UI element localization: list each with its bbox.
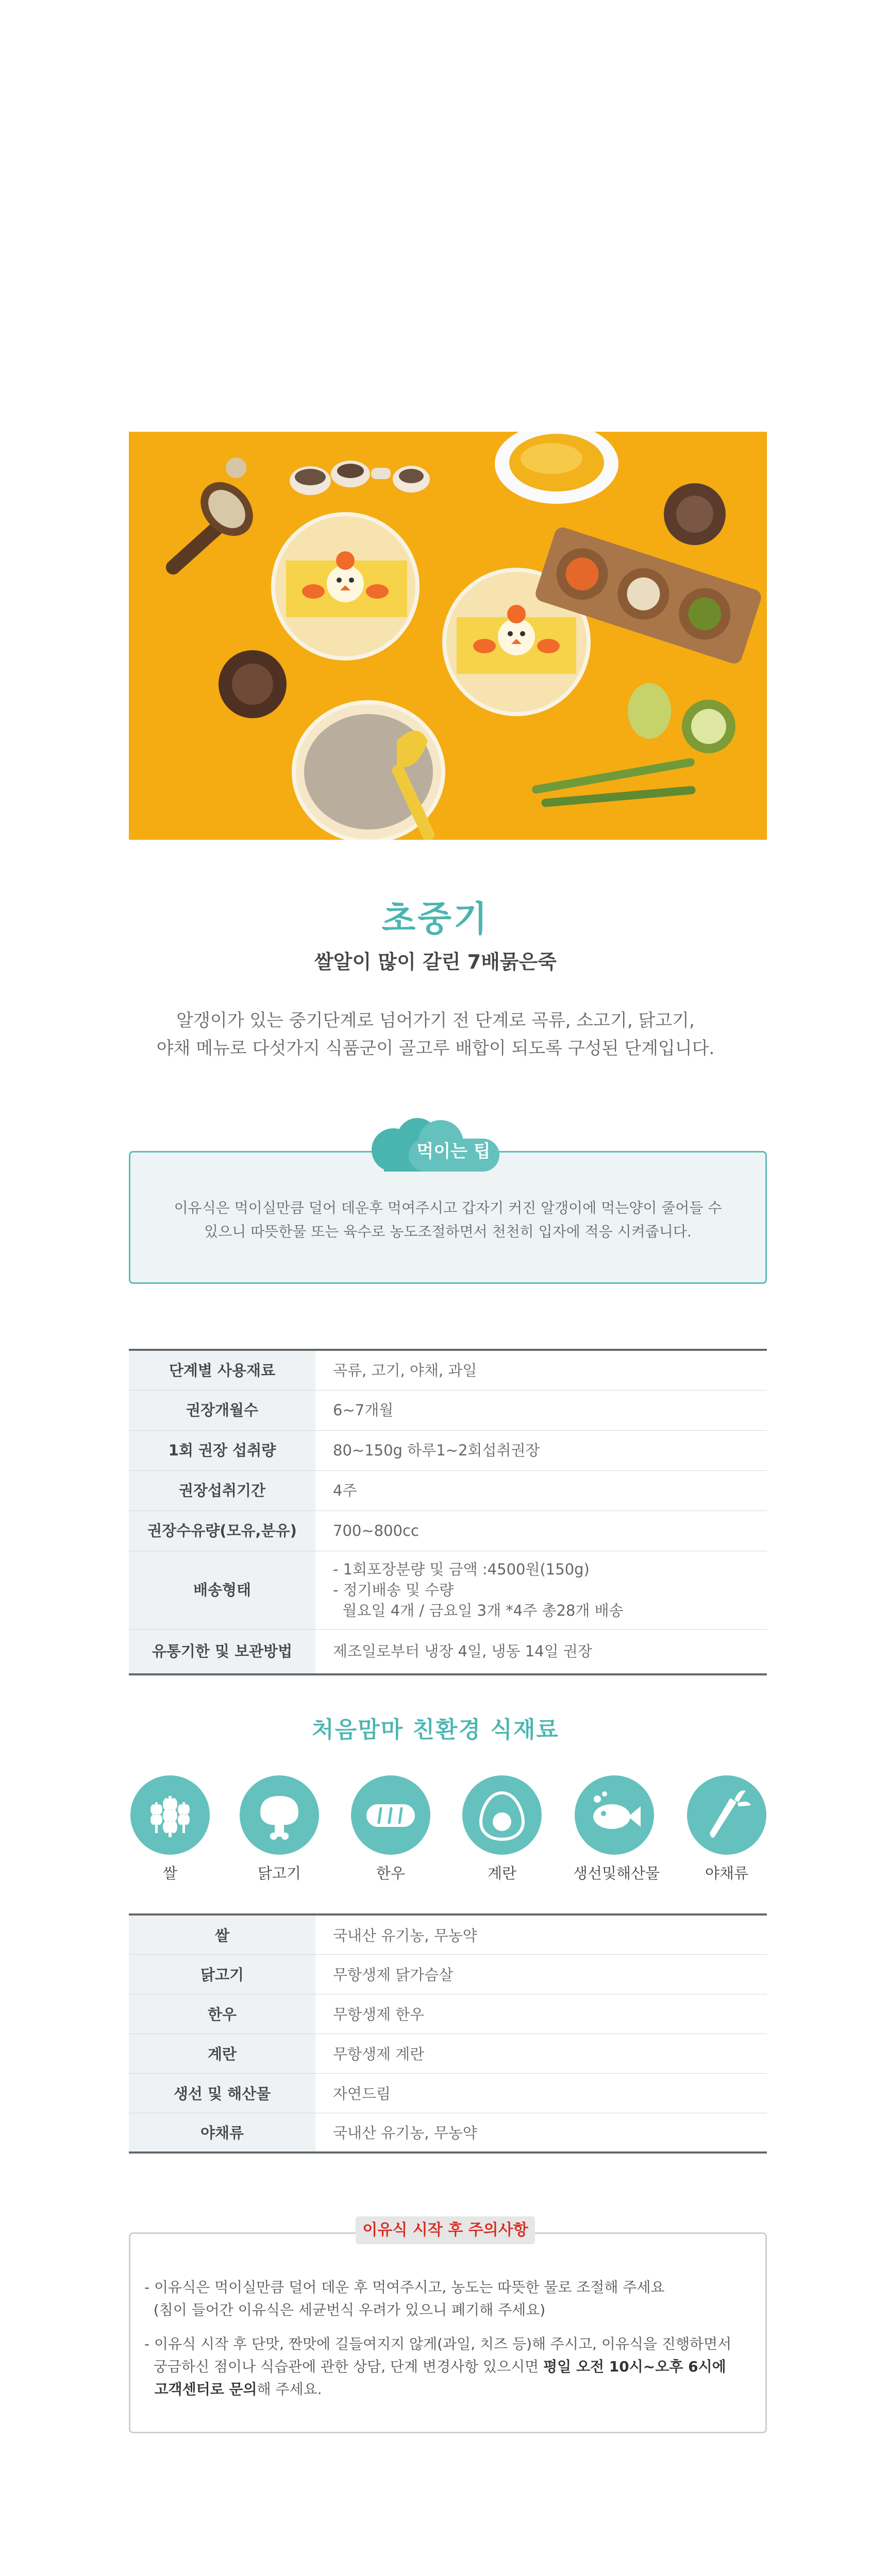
- table-row: [129, 2113, 767, 2153]
- tip-line: 이유식은 먹이실만큼 덜어 데운후 먹여주시고 갑자기 커진 알갱이에 먹는양이 줄어들 수: [174, 1199, 722, 1216]
- fish-icon: [575, 1775, 654, 1855]
- source-value: 국내산 유기농, 무농약: [315, 1914, 767, 1954]
- chicken-icon: [240, 1775, 319, 1855]
- spec-value: 700~800cc: [315, 1511, 767, 1551]
- spec-value: 6~7개월: [315, 1390, 767, 1430]
- ingredient-label: 생선및해산물: [573, 1865, 660, 1882]
- source-key: 닭고기: [129, 1954, 315, 1994]
- business-hours: 평일 오전 10시~오후 6시에: [543, 2358, 726, 2375]
- table-row: [129, 1470, 767, 1511]
- description-line: 알갱이가 있는 중기단계로 넘어가기 전 단계로 곡류, 소고기, 닭고기,: [176, 1010, 695, 1031]
- spec-value: 제조일로부터 냉장 4일, 냉동 14일 권장: [315, 1629, 767, 1674]
- beef-icon: [351, 1775, 430, 1855]
- source-key: 쌀: [129, 1914, 315, 1954]
- customer-center: 고객센터로 문의: [144, 2381, 257, 2398]
- ingredient-egg: [461, 1775, 543, 1883]
- delivery-line: - 정기배송 및 수량: [333, 1581, 454, 1599]
- caution-line: - 이유식 시작 후 단맛, 짠맛에 길들여지지 않게(과일, 치즈 등)해 주시고, 이유식을 진행하면서: [144, 2335, 732, 2352]
- table-row: [129, 1430, 767, 1470]
- baby-food-photo-illustration: [129, 432, 767, 840]
- source-key: 생선 및 해산물: [129, 2073, 315, 2113]
- table-row: [129, 1350, 767, 1390]
- spec-key: 단계별 사용재료: [129, 1350, 315, 1390]
- ingredient-source-table: [129, 1913, 767, 2154]
- ingredient-label: 야채류: [705, 1865, 749, 1882]
- tip-label: 먹이는 팁: [416, 1141, 491, 1162]
- product-description: [0, 1007, 871, 1062]
- caution-line-wrap: [144, 2355, 752, 2378]
- source-key: 한우: [129, 1994, 315, 2033]
- caution-line: (침이 들어간 이유식은 세균번식 우려가 있으니 폐기해 주세요): [144, 2301, 546, 2318]
- ingredient-vegetable: [685, 1775, 768, 1883]
- caution-text: [144, 2276, 752, 2412]
- table-row: [129, 1390, 767, 1430]
- egg-icon: [462, 1775, 542, 1855]
- ingredient-label: 닭고기: [257, 1865, 301, 1882]
- caution-item: [144, 2333, 752, 2401]
- ingredient-label: 한우: [376, 1865, 406, 1882]
- delivery-line: 월요일 4개 / 금요일 3개 *4주 총28개 배송: [333, 1602, 624, 1619]
- product-subtitle: 쌀알이 많이 갈린 7배묽은죽: [314, 951, 557, 973]
- rice-icon: [130, 1775, 210, 1855]
- source-key: 야채류: [129, 2113, 315, 2153]
- spec-key: 권장개월수: [129, 1390, 315, 1430]
- product-intro: [0, 896, 871, 1062]
- ingredients-title: 처음맘마 친환경 식재료: [312, 1717, 559, 1743]
- caution-label: 이유식 시작 후 주의사항: [356, 2216, 535, 2244]
- tip-line: 있으니 따뜻한물 또는 육수로 농도조절하면서 천천히 입자에 적응 시켜줍니다.: [204, 1223, 692, 1240]
- stage-title: 초중기: [381, 899, 490, 940]
- table-row: [129, 1551, 767, 1629]
- product-spec-table: [129, 1349, 767, 1675]
- ingredient-rice: [129, 1775, 211, 1883]
- ingredient-label: 계란: [487, 1865, 517, 1882]
- tip-text: [149, 1196, 746, 1244]
- spec-value: 곡류, 고기, 야채, 과일: [315, 1350, 767, 1390]
- spec-key: 권장수유량(모유,분유): [129, 1511, 315, 1551]
- delivery-line: - 1회포장분량 및 금액 :4500원(150g): [333, 1561, 590, 1578]
- ingredient-icon-row: [129, 1775, 767, 1882]
- caution-line: - 이유식은 먹이실만큼 덜어 데운 후 먹여주시고, 농도는 따뜻한 물로 조절해 주세요: [144, 2279, 665, 2296]
- table-row: [129, 1994, 767, 2033]
- spec-value: 4주: [315, 1470, 767, 1511]
- spec-key: 배송형태: [129, 1551, 315, 1629]
- spec-value: [315, 1551, 767, 1629]
- table-row: [129, 1629, 767, 1674]
- ingredient-beef: [349, 1775, 432, 1883]
- source-value: 자연드림: [315, 2073, 767, 2113]
- spec-value: 80~150g 하루1~2회섭취권장: [315, 1430, 767, 1470]
- ingredient-label: 쌀: [162, 1865, 177, 1882]
- caution-item: [144, 2276, 752, 2321]
- carrot-icon: [687, 1775, 766, 1855]
- caution-line-wrap: [144, 2378, 752, 2401]
- table-row: [129, 2073, 767, 2113]
- source-value: 무항생제 닭가슴살: [315, 1954, 767, 1994]
- spec-key: 유통기한 및 보관방법: [129, 1629, 315, 1674]
- food-container-left: [273, 514, 417, 658]
- source-value: 무항생제 한우: [315, 1994, 767, 2033]
- hero-photo: [129, 432, 767, 840]
- caution-line: 해 주세요.: [257, 2381, 322, 2398]
- spec-key: 1회 권장 섭취량: [129, 1430, 315, 1470]
- description-line: 야채 메뉴로 다섯가지 식품군이 골고루 배합이 되도록 구성된 단계입니다.: [156, 1038, 715, 1059]
- spec-key: 권장섭취기간: [129, 1470, 315, 1511]
- source-value: 무항생제 계란: [315, 2033, 767, 2073]
- table-row: [129, 2033, 767, 2073]
- source-key: 계란: [129, 2033, 315, 2073]
- table-row: [129, 1914, 767, 1954]
- ingredient-fish: [573, 1775, 660, 1883]
- caution-line: 궁금하신 점이나 식습관에 관한 상담, 단계 변경사항 있으시면: [144, 2358, 544, 2375]
- ingredient-chicken: [238, 1775, 321, 1883]
- table-row: [129, 1511, 767, 1551]
- source-value: 국내산 유기농, 무농약: [315, 2113, 767, 2153]
- table-row: [129, 1954, 767, 1994]
